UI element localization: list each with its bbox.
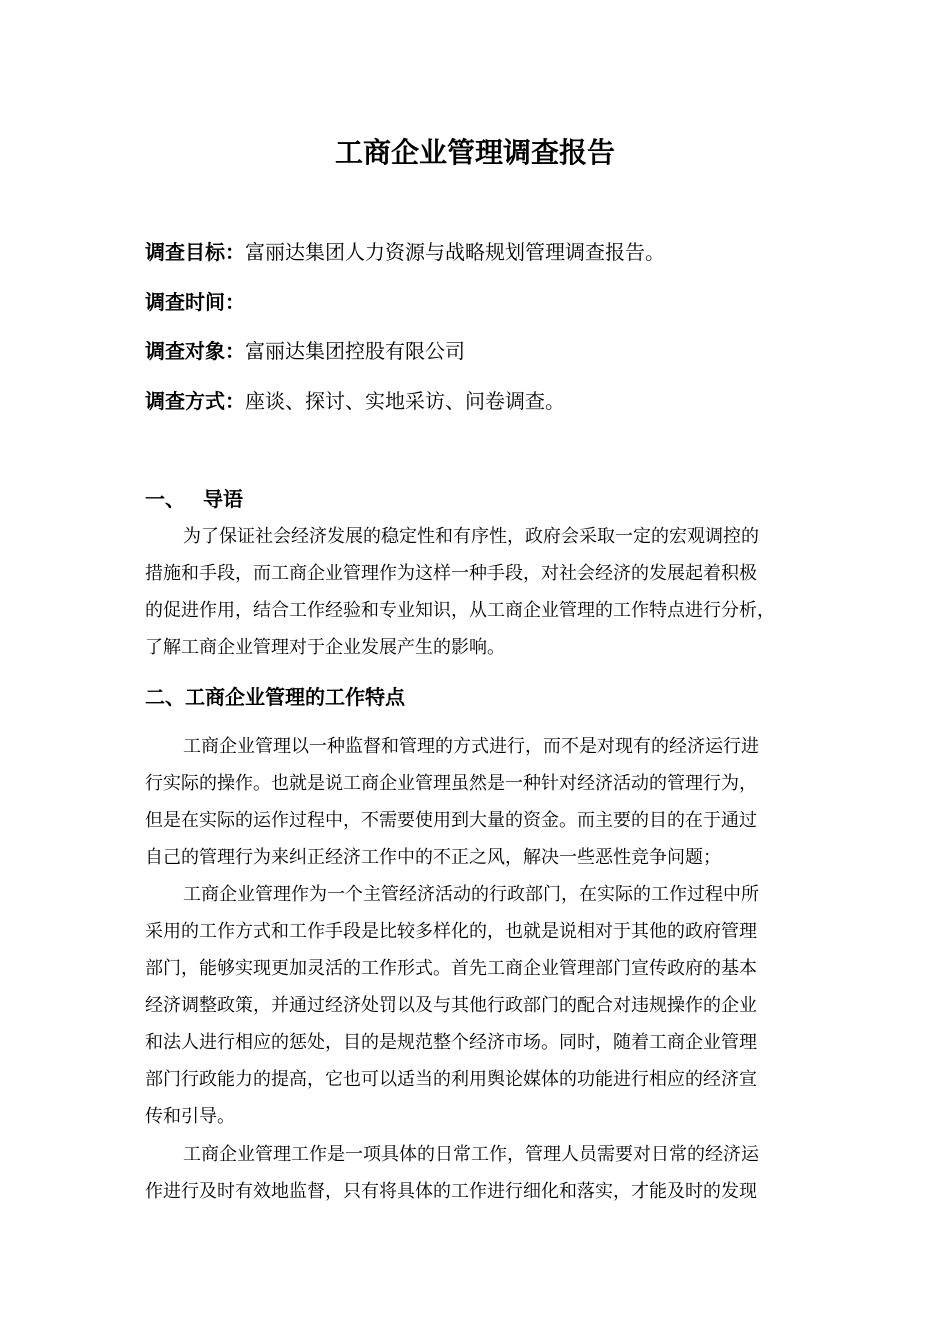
section-title: 导语 bbox=[203, 487, 243, 511]
meta-value: 富丽达集团控股有限公司 bbox=[245, 339, 465, 363]
paragraph-line: 作进行及时有效地监督，只有将具体的工作进行细化和落实，才能及时的发现 bbox=[145, 1181, 757, 1202]
paragraph-line: 工商企业管理作为一个主管经济活动的行政部门，在实际的工作过程中所 bbox=[183, 884, 759, 905]
paragraph-line: 自己的管理行为来纠正经济工作中的不正之风，解决一些恶性竞争问题； bbox=[145, 847, 721, 868]
paragraph-line: 了解工商企业管理对于企业发展产生的影响。 bbox=[145, 637, 505, 658]
meta-label: 调查对象： bbox=[145, 339, 245, 363]
section-2-paragraph-2 bbox=[145, 876, 810, 1135]
meta-value: 富丽达集团人力资源与战略规划管理调查报告。 bbox=[245, 240, 665, 264]
paragraph-line: 传和引导。 bbox=[145, 1106, 235, 1127]
paragraph-line: 但是在实际的运作过程中，不需要使用到大量的资金。而主要的目的在于通过 bbox=[145, 810, 757, 831]
section-2-heading: 二、工商企业管理的工作特点 bbox=[145, 685, 405, 709]
section-2-paragraph-3 bbox=[145, 1136, 810, 1210]
meta-label: 调查目标： bbox=[145, 240, 245, 264]
paragraph-line: 部门行政能力的提高，它也可以适当的利用舆论媒体的功能进行相应的经济宣 bbox=[145, 1069, 757, 1090]
paragraph-line: 工商企业管理工作是一项具体的日常工作，管理人员需要对日常的经济运 bbox=[183, 1144, 759, 1165]
meta-method bbox=[145, 385, 825, 417]
section-number: 一、 bbox=[145, 487, 185, 511]
meta-value: 座谈、探讨、实地采访、问卷调查。 bbox=[245, 389, 565, 413]
paragraph-line: 和法人进行相应的惩处，目的是规范整个经济市场。同时，随着工商企业管理 bbox=[145, 1032, 757, 1053]
meta-object bbox=[145, 335, 825, 367]
section-1-paragraph-1 bbox=[145, 518, 810, 666]
paragraph-line: 措施和手段，而工商企业管理作为这样一种手段，对社会经济的发展起着积极 bbox=[145, 563, 757, 584]
meta-target bbox=[145, 236, 825, 268]
paragraph-line: 工商企业管理以一种监督和管理的方式进行，而不是对现有的经济运行进 bbox=[183, 736, 759, 757]
paragraph-line: 经济调整政策，并通过经济处罚以及与其他行政部门的配合对违规操作的企业 bbox=[145, 995, 757, 1016]
meta-time bbox=[145, 286, 825, 318]
paragraph-line: 为了保证社会经济发展的稳定性和有序性，政府会采取一定的宏观调控的 bbox=[183, 526, 759, 547]
meta-label: 调查方式： bbox=[145, 389, 245, 413]
section-1-heading bbox=[145, 483, 243, 515]
paragraph-line: 的促进作用，结合工作经验和专业知识，从工商企业管理的工作特点进行分析， bbox=[145, 600, 775, 621]
meta-label: 调查时间： bbox=[145, 290, 245, 314]
document-title: 工商企业管理调查报告 bbox=[334, 136, 615, 169]
section-2-paragraph-1 bbox=[145, 728, 810, 876]
paragraph-line: 部门，能够实现更加灵活的工作形式。首先工商企业管理部门宣传政府的基本 bbox=[145, 958, 757, 979]
paragraph-line: 行实际的操作。也就是说工商企业管理虽然是一种针对经济活动的管理行为， bbox=[145, 773, 757, 794]
paragraph-line: 采用的工作方式和工作手段是比较多样化的，也就是说相对于其他的政府管理 bbox=[145, 921, 757, 942]
